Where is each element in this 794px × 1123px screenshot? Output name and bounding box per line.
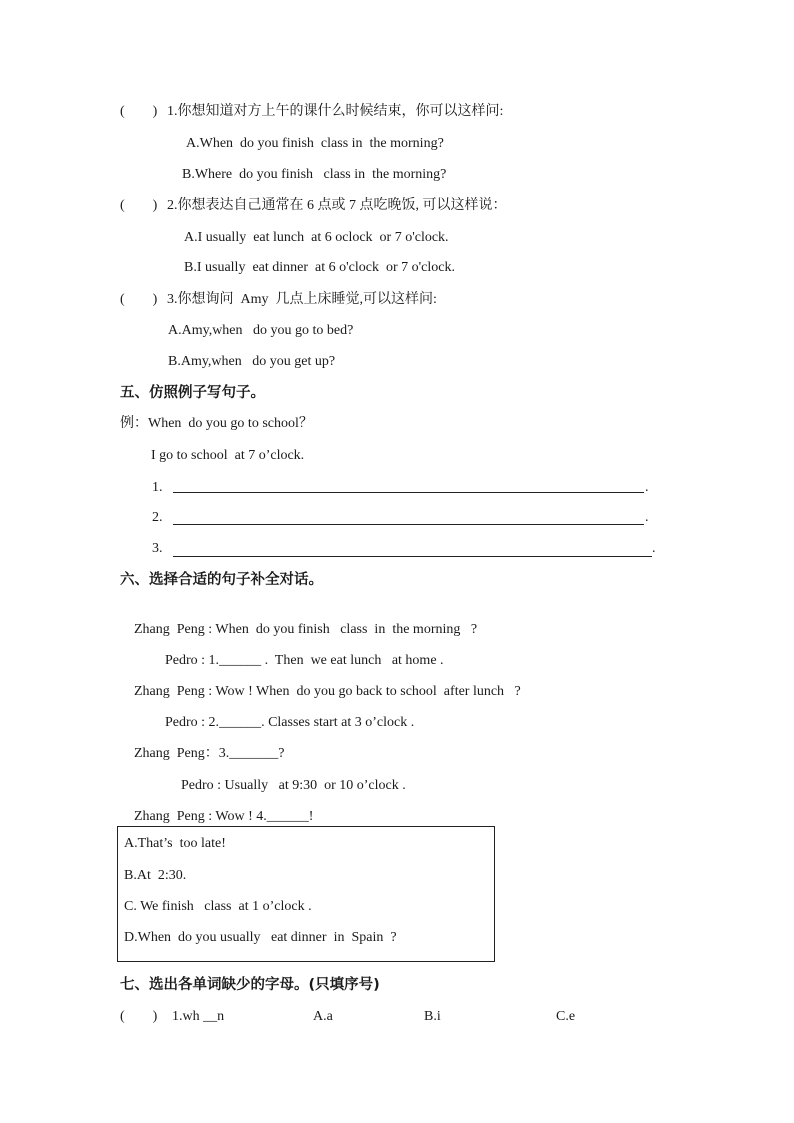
answer-paren[interactable]: ( )	[120, 1009, 158, 1024]
example-question: 例：When do you go to school？	[120, 416, 313, 431]
writing-line[interactable]	[173, 492, 644, 493]
option-d: D.When do you usually eat dinner in Spain ?	[124, 930, 397, 945]
answer-blank[interactable]: _______	[229, 746, 279, 761]
question-stem: 3.你想询问 Amy 几点上床睡觉,可以这样问:	[167, 292, 437, 307]
dialogue-line: Pedro : Usually at 9:30 or 10 o’clock .	[181, 778, 406, 793]
option-b: B.I usually eat dinner at 6 o'clock or 7 o'clock.	[184, 260, 455, 275]
question-stem: 2.你想表达自己通常在 6 点或 7 点吃晚饭, 可以这样说：	[167, 198, 507, 213]
line-number: 3.	[152, 541, 163, 556]
writing-line[interactable]	[173, 524, 644, 525]
section-heading: 六、选择合适的句子补全对话。	[120, 572, 323, 588]
dialogue-line: Zhang Peng : When do you finish class in the morning ?	[134, 622, 478, 637]
line-number: 2.	[152, 510, 163, 525]
option-a: A.I usually eat lunch at 6 oclock or 7 o'clock.	[184, 230, 449, 245]
answer-paren[interactable]: ( )	[120, 198, 158, 213]
answer-paren[interactable]: ( )	[120, 292, 158, 307]
line-end: .	[652, 541, 656, 556]
dialogue-line: Zhang Peng : Wow ! 4.______!	[134, 809, 314, 824]
option-c: C. We finish class at 1 o’clock .	[124, 899, 312, 914]
section-heading: 五、仿照例子写句子。	[120, 385, 265, 401]
dialogue-line: Pedro : 1.______ . Then we eat lunch at home .	[165, 653, 444, 668]
line-number: 1.	[152, 480, 163, 495]
line-end: .	[645, 480, 649, 495]
answer-blank[interactable]: ______	[219, 653, 262, 668]
answer-paren[interactable]: ( )	[120, 104, 158, 119]
answer-blank[interactable]: ______	[266, 809, 309, 824]
option-a: A.When do you finish class in the morning?	[186, 136, 444, 151]
answer-blank[interactable]: ______	[219, 715, 262, 730]
options-box	[117, 826, 495, 962]
option-b: B.Where do you finish class in the morning?	[182, 167, 447, 182]
option-a: A.That’s too late!	[124, 836, 226, 851]
option-b: B.Amy,when do you get up?	[168, 354, 336, 369]
choice-a: A.a	[313, 1009, 333, 1024]
example-answer: I go to school at 7 o’clock.	[151, 448, 305, 463]
question-stem: 1.你想知道对方上午的课什么时候结束，你可以这样问:	[167, 104, 504, 119]
option-a: A.Amy,when do you go to bed?	[168, 323, 354, 338]
dialogue-line: Pedro : 2.______. Classes start at 3 o’clock .	[165, 715, 415, 730]
choice-b: B.i	[424, 1009, 441, 1024]
choice-c: C.e	[556, 1009, 576, 1024]
line-end: .	[645, 510, 649, 525]
writing-line[interactable]	[173, 556, 652, 557]
dialogue-line: Zhang Peng：3._______?	[134, 746, 285, 761]
section-heading: 七、选出各单词缺少的字母。(只填序号)	[120, 977, 380, 993]
word-with-gap: 1.wh __n	[172, 1009, 225, 1024]
dialogue-line: Zhang Peng : Wow ! When do you go back to school after lunch ?	[134, 684, 521, 699]
option-b: B.At 2:30.	[124, 868, 187, 883]
